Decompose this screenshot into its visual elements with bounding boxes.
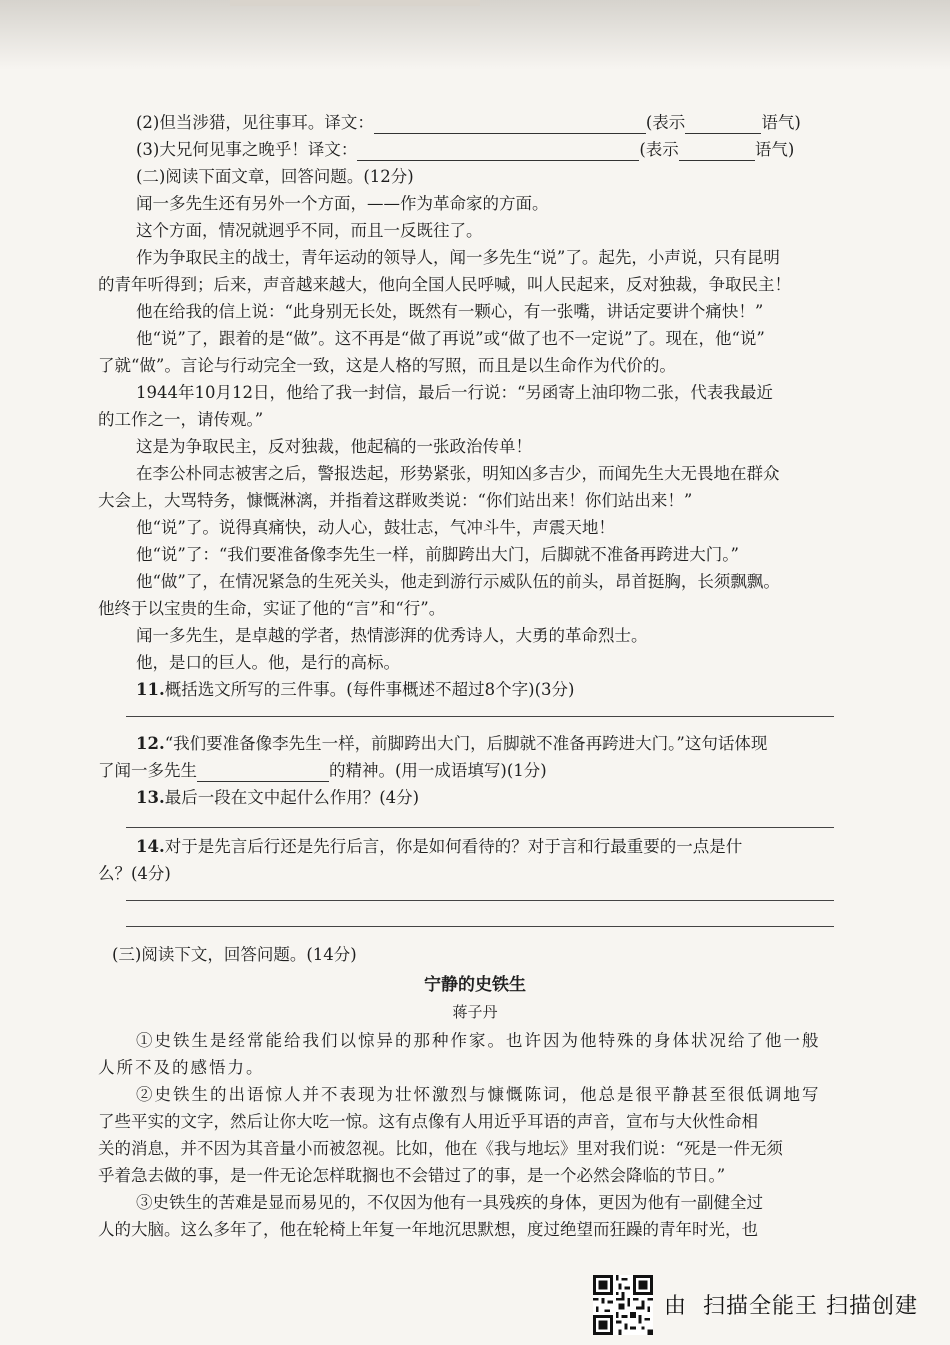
section3-heading: (三)阅读下文，回答问题。(14分): [112, 945, 357, 964]
question-14-line2: 么？(4分): [98, 864, 171, 883]
answer-line[interactable]: [126, 827, 834, 828]
passage-line: 他终于以宝贵的生命，实证了他的“言”和“行”。: [98, 599, 446, 618]
passage-line: 他“说”了。说得真痛快，动人心，鼓壮志，气冲斗牛，声震天地！: [136, 518, 615, 537]
passage-line: 这是为争取民主，反对独裁，他起稿的一张政治传单！: [136, 437, 532, 456]
passage-line: 1944年10月12日，他给了我一封信，最后一行说：“另函寄上油印物二张，代表我最近: [136, 383, 773, 402]
article-line: 乎着急去做的事，是一件无论怎样耽搁也不会错过了的事，是一个必然会降临的节日。”: [98, 1166, 726, 1185]
passage-line: 的青年听得到；后来，声音越来越大，他向全国人民呼喊，叫人民起来，反对独裁，争取民主！: [98, 275, 791, 294]
passage-line: 在李公朴同志被害之后，警报迭起，形势紧张，明知凶多吉少，而闻先生大无畏地在群众: [136, 464, 780, 483]
article-line: 人的大脑。这么多年了，他在轮椅上年复一年地沉思默想，度过绝望而狂躁的青年时光，也: [98, 1220, 758, 1239]
passage-line: 闻一多先生，是卓越的学者，热情澎湃的优秀诗人，大勇的革命烈士。: [136, 626, 648, 645]
answer-blank[interactable]: [685, 115, 761, 134]
article-title: 宁静的史铁生: [424, 975, 526, 995]
question-12: 12.“我们要准备像李先生一样，前脚跨出大门，后脚就不准备再跨进大门。”这句话体现: [136, 734, 768, 753]
article-line: 了些平实的文字，然后让你大吃一惊。这有点像有人用近乎耳语的声音，宣布与大伙性命相: [98, 1112, 758, 1131]
passage-line: 他“说”了：“我们要准备像李先生一样，前脚跨出大门，后脚就不准备再跨进大门。”: [136, 545, 739, 564]
question-11: 11.概括选文所写的三件事。(每件事概述不超过8个字)(3分): [136, 680, 575, 699]
passage-line: 大会上，大骂特务，慷慨淋漓，并指着这群败类说：“你们站出来！你们站出来！”: [98, 491, 693, 510]
answer-line[interactable]: [126, 716, 834, 717]
question-14: 14.对于是先言后行还是先行后言，你是如何看待的？对于言和行最重要的一点是什: [136, 837, 743, 856]
passage-line: 他，是口的巨人。他，是行的高标。: [136, 653, 400, 672]
passage-line: 的工作之一，请传观。”: [98, 410, 264, 429]
translate-q3: (3)大兄何见事之晚乎！译文： (表示 语气): [136, 140, 795, 159]
article-author: 蒋子丹: [452, 1003, 498, 1021]
passage-line: 了就“做”。言论与行动完全一致，这是人格的写照，而且是以生命作为代价的。: [98, 356, 676, 375]
passage-line: 他“做”了，在情况紧急的生死关头，他走到游行示威队伍的前头，昂首挺胸，长须飘飘。: [136, 572, 780, 591]
article-line: ②史铁生的出语惊人并不表现为壮怀激烈与慷慨陈词，他总是很平静甚至很低调地写: [136, 1085, 821, 1104]
article-line: ①史铁生是经常能给我们以惊异的那种作家。也许因为他特殊的身体状况给了他一般: [136, 1031, 821, 1050]
passage-line: 作为争取民主的战士，青年运动的领导人，闻一多先生“说”了。起先，小声说，只有昆明: [136, 248, 780, 267]
section2-heading: (二)阅读下面文章，回答问题。(12分): [136, 167, 414, 186]
article-line: ③史铁生的苦难是显而易见的，不仅因为他有一具残疾的身体，更因为他有一副健全过: [136, 1193, 763, 1212]
page-top-shadow: [0, 0, 950, 70]
passage-line: 他在给我的信上说：“此身别无长处，既然有一颗心，有一张嘴，讲话定要讲个痛快！”: [136, 302, 764, 321]
article-line: 关的消息，并不因为其音量小而被忽视。比如，他在《我与地坛》里对我们说：“死是一件无须: [98, 1139, 783, 1158]
answer-line[interactable]: [126, 926, 834, 927]
answer-blank[interactable]: [357, 142, 639, 161]
passage-line: 他“说”了，跟着的是“做”。这不再是“做了再说”或“做了也不一定说”了。现在，他“说”: [136, 329, 765, 348]
translate-q2: (2)但当涉猎，见往事耳。译文： (表示 语气): [136, 113, 801, 132]
answer-blank[interactable]: [374, 115, 646, 134]
article-line: 人所不及的感悟力。: [98, 1058, 265, 1077]
scanner-watermark: [592, 1275, 942, 1335]
passage-line: 这个方面，情况就迥乎不同，而且一反既往了。: [136, 221, 483, 240]
watermark-text: 由 扫描全能王 扫描创建: [664, 1294, 919, 1319]
answer-blank[interactable]: [679, 142, 755, 161]
answer-line[interactable]: [126, 900, 834, 901]
page-top-edge: [230, 0, 480, 6]
passage-line: 闻一多先生还有另外一个方面，——作为革命家的方面。: [136, 194, 549, 213]
question-13: 13.最后一段在文中起什么作用？(4分): [136, 788, 420, 807]
qr-code-icon: [592, 1275, 654, 1335]
question-12-line2: 了闻一多先生 的精神。(用一成语填写)(1分): [98, 761, 547, 780]
answer-blank[interactable]: [197, 763, 329, 782]
